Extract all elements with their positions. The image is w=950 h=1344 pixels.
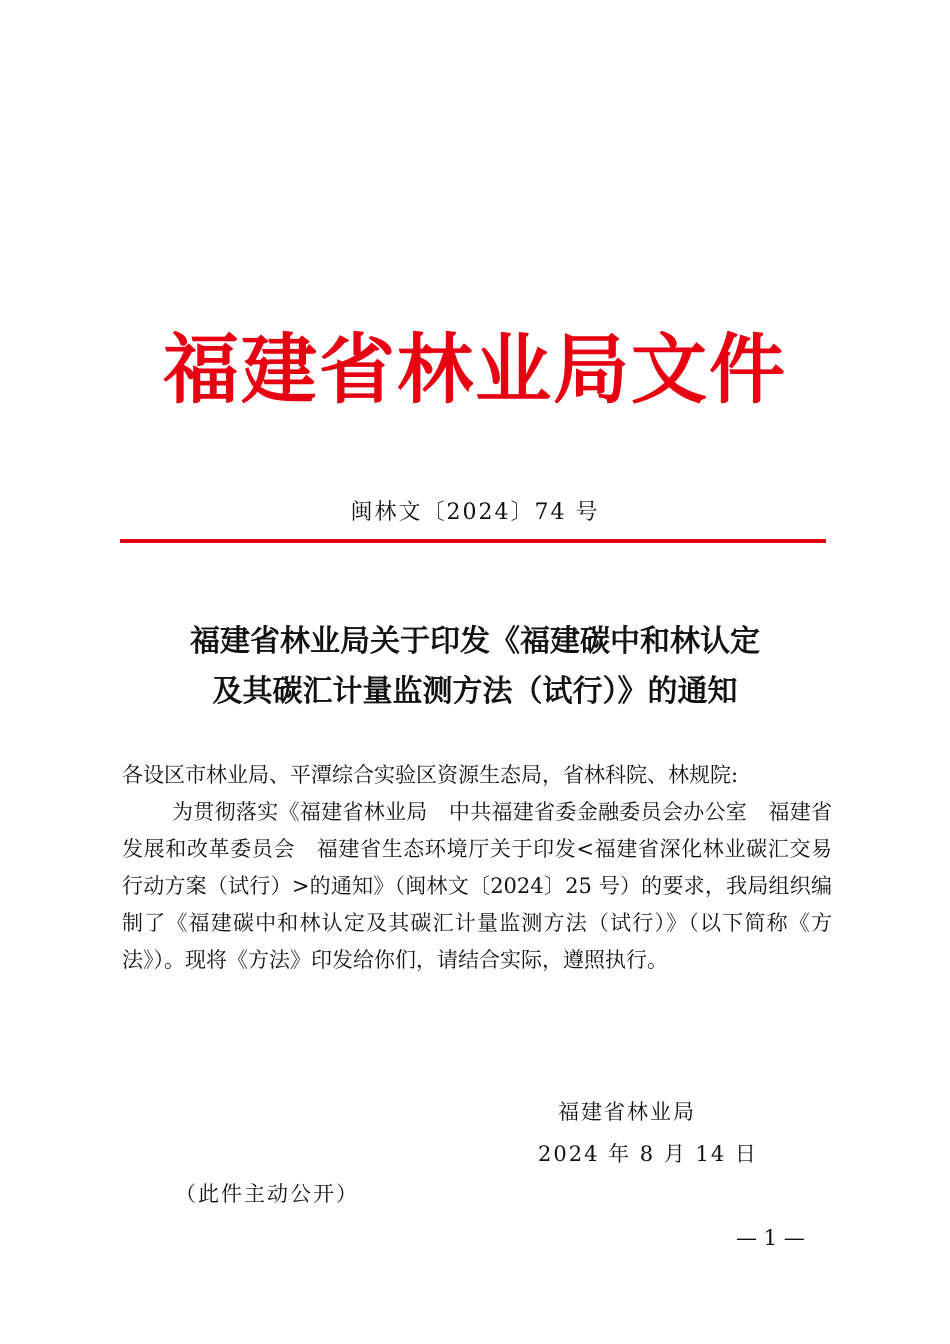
- notice-title-line-1: 福建省林业局关于印发《福建碳中和林认定: [190, 624, 760, 659]
- notice-title: [0, 617, 950, 717]
- notice-body: [122, 757, 832, 979]
- body-paragraph: 为贯彻落实《福建省林业局 中共福建省委金融委员会办公室 福建省发展和改革委员会 福建省生态环境厅关于印发<福建省深化林业碳汇交易行动方案（试行）>的通知》（闽林文〔2024〕25 号）的要求，我局组织编制了《福建碳中和林认定及其碳汇计量监测方法（试行）》（以下简称《方法》）。现将《方法》印发给你们，请结合实际，遵照执行。: [122, 800, 832, 972]
- disclosure-note: （此件主动公开）: [175, 1182, 359, 1206]
- issuer-signature: 福建省林业局: [558, 1100, 696, 1124]
- issue-date: 2024 年 8 月 14 日: [538, 1142, 758, 1166]
- red-header-title: 福建省林业局文件: [163, 325, 787, 414]
- notice-title-line-2: 及其碳汇计量监测方法（试行）》的通知: [212, 674, 738, 709]
- document-number: 闽林文〔2024〕74 号: [350, 500, 600, 525]
- red-divider-line: [120, 539, 826, 543]
- page-number: — 1 —: [736, 1226, 805, 1250]
- recipients-line: 各设区市林业局、平潭综合实验区资源生态局，省林科院、林规院:: [122, 763, 739, 787]
